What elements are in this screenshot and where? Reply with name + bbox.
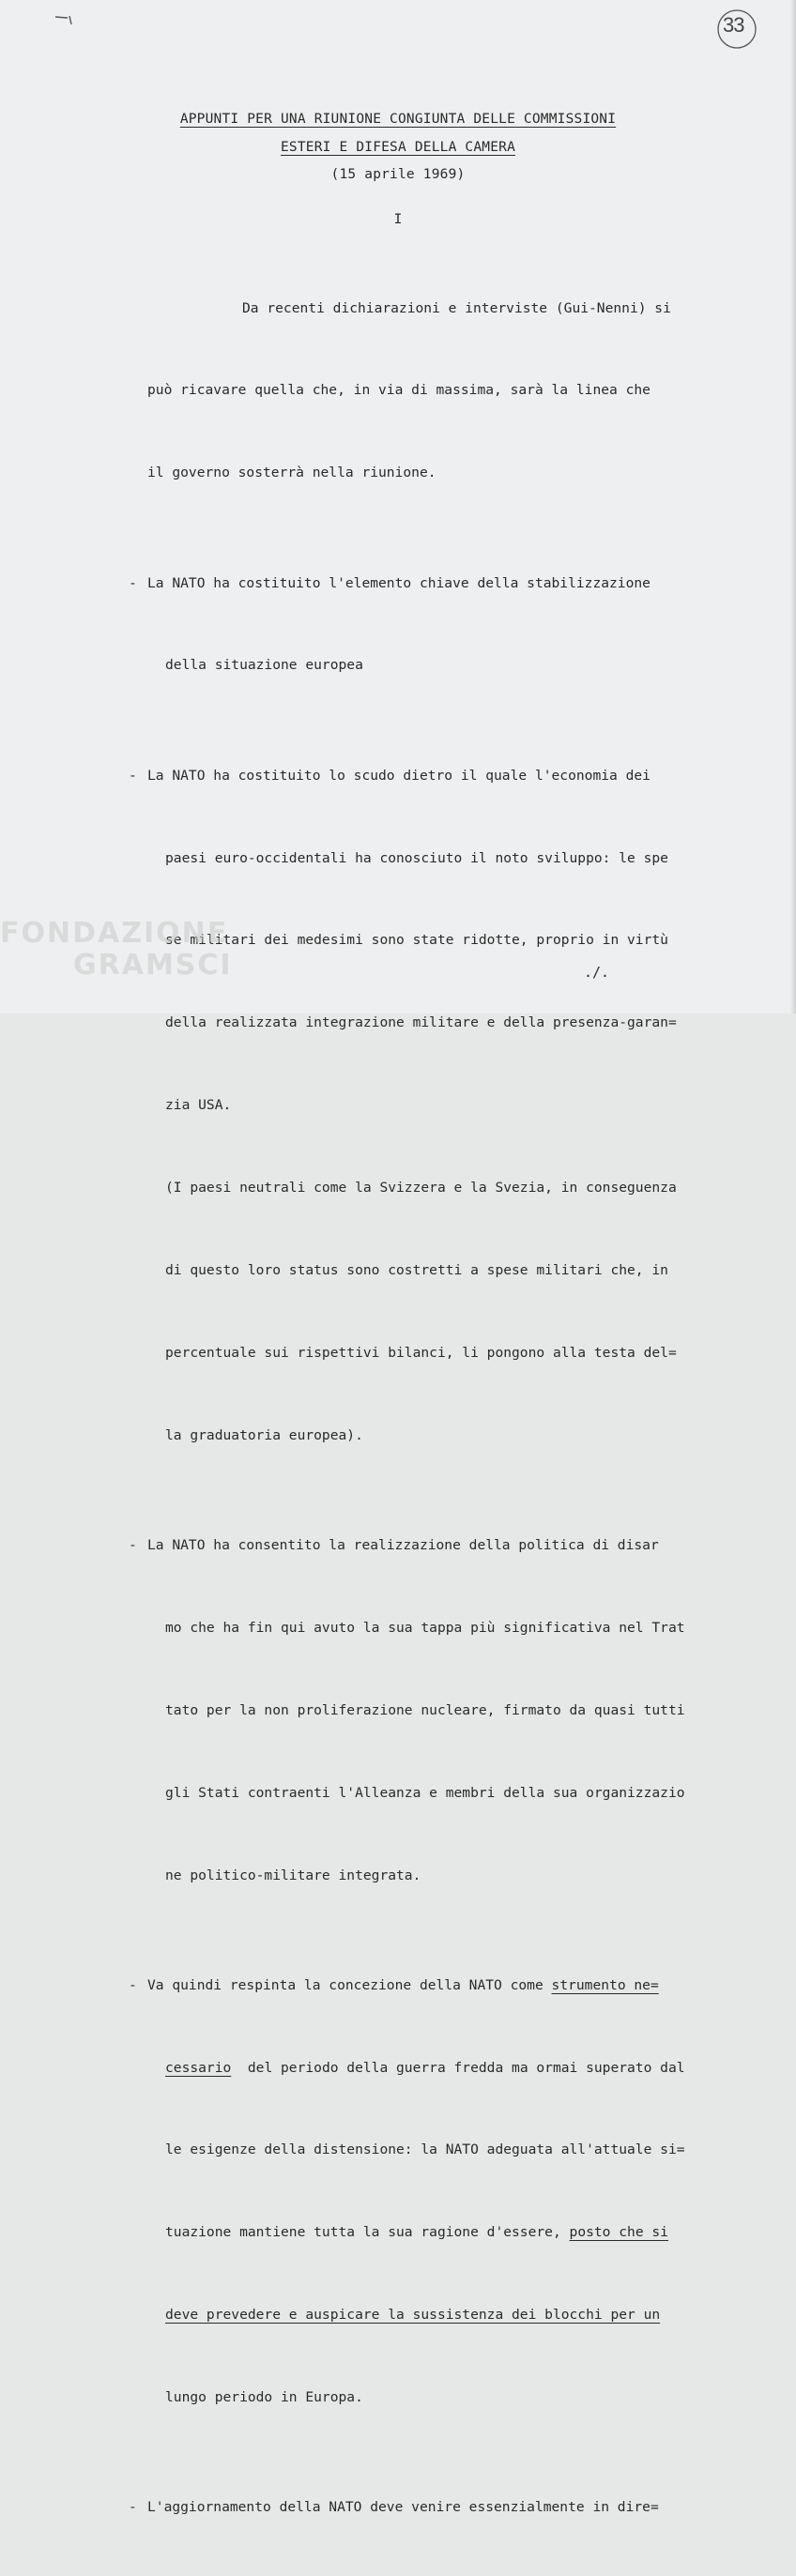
title-line-1: APPUNTI PER UNA RIUNIONE CONGIUNTA DELLE COMMISSIONI: [179, 112, 617, 127]
bullet-line: - La NATO ha costituito l'elemento chiave della stabilizzazione: [129, 574, 651, 591]
text-line: di questo loro status sono costretti a spese militari che, in: [165, 1261, 668, 1278]
bullet-line: - La NATO ha costituito lo scudo dietro il quale l'economia dei: [129, 767, 651, 784]
text-line: (I paesi neutrali come la Svizzera e la Svezia, in conseguenza: [165, 1180, 677, 1197]
text-line: gli Stati contraenti l'Alleanza e membri della sua organizzazio: [165, 1784, 685, 1801]
bullet-line: - L'aggiornamento della NATO deve venire essenzialmente in dire=: [129, 2499, 659, 2516]
text-line: le esigenze della distensione: la NATO adeguata all'attuale si=: [165, 2142, 685, 2158]
text-line: se militari dei medesimi sono state ridotte, proprio in virtù: [165, 932, 668, 949]
text-line: Da recenti dichiarazioni e interviste (Gui-Nenni) si: [242, 299, 671, 316]
title-date: (15 aprile 1969): [330, 167, 466, 182]
text-line: la graduatoria europea).: [165, 1426, 363, 1443]
text-line: tuazione mantiene tutta la sua ragione d'essere, posto che si: [165, 2224, 668, 2241]
bullet-line: - La NATO ha consentito la realizzazione della politica di disar: [129, 1536, 659, 1553]
document-body: [129, 239, 767, 2576]
title-line-2: ESTERI E DIFESA DELLA CAMERA: [280, 140, 516, 155]
text-line: percentuale sui rispettivi bilanci, li pongono alla testa del=: [165, 1344, 677, 1361]
text-line: il governo sosterrà nella riunione.: [147, 465, 436, 481]
text-line: può ricavare quella che, in via di massima, sarà la linea che: [147, 382, 651, 399]
text-line: della situazione europea: [165, 657, 363, 674]
text-line: paesi euro-occidentali ha conosciuto il noto sviluppo: le spe: [165, 849, 668, 866]
text-line: lungo periodo in Europa.: [165, 2389, 363, 2406]
margin-mark: [54, 13, 75, 26]
text-line: tato per la non proliferazione nucleare, firmato da quasi tutti: [165, 1701, 685, 1718]
text-line: ne politico-militare integrata.: [165, 1867, 421, 1883]
page-number: 33: [723, 13, 744, 37]
section-number: I: [393, 212, 403, 227]
bullet-line: - Va quindi respinta la concezione della NATO come strumento ne=: [129, 1976, 659, 1993]
text-line: della realizzata integrazione militare e della presenza-garan=: [165, 1014, 677, 1031]
page-edge-shadow: [790, 0, 796, 1014]
archive-watermark: FONDAZIONE GRAMSCI: [0, 917, 233, 982]
text-line: cessario del periodo della guerra fredda ma ormai superato dal: [165, 2059, 685, 2076]
continuation-mark: ./.: [584, 964, 610, 981]
text-line: zia USA.: [165, 1097, 232, 1114]
text-line: mo che ha fin qui avuto la sua tappa più significativa nel Trat: [165, 1619, 685, 1636]
text-line: deve prevedere e auspicare la sussistenza dei blocchi per un: [165, 2307, 661, 2324]
